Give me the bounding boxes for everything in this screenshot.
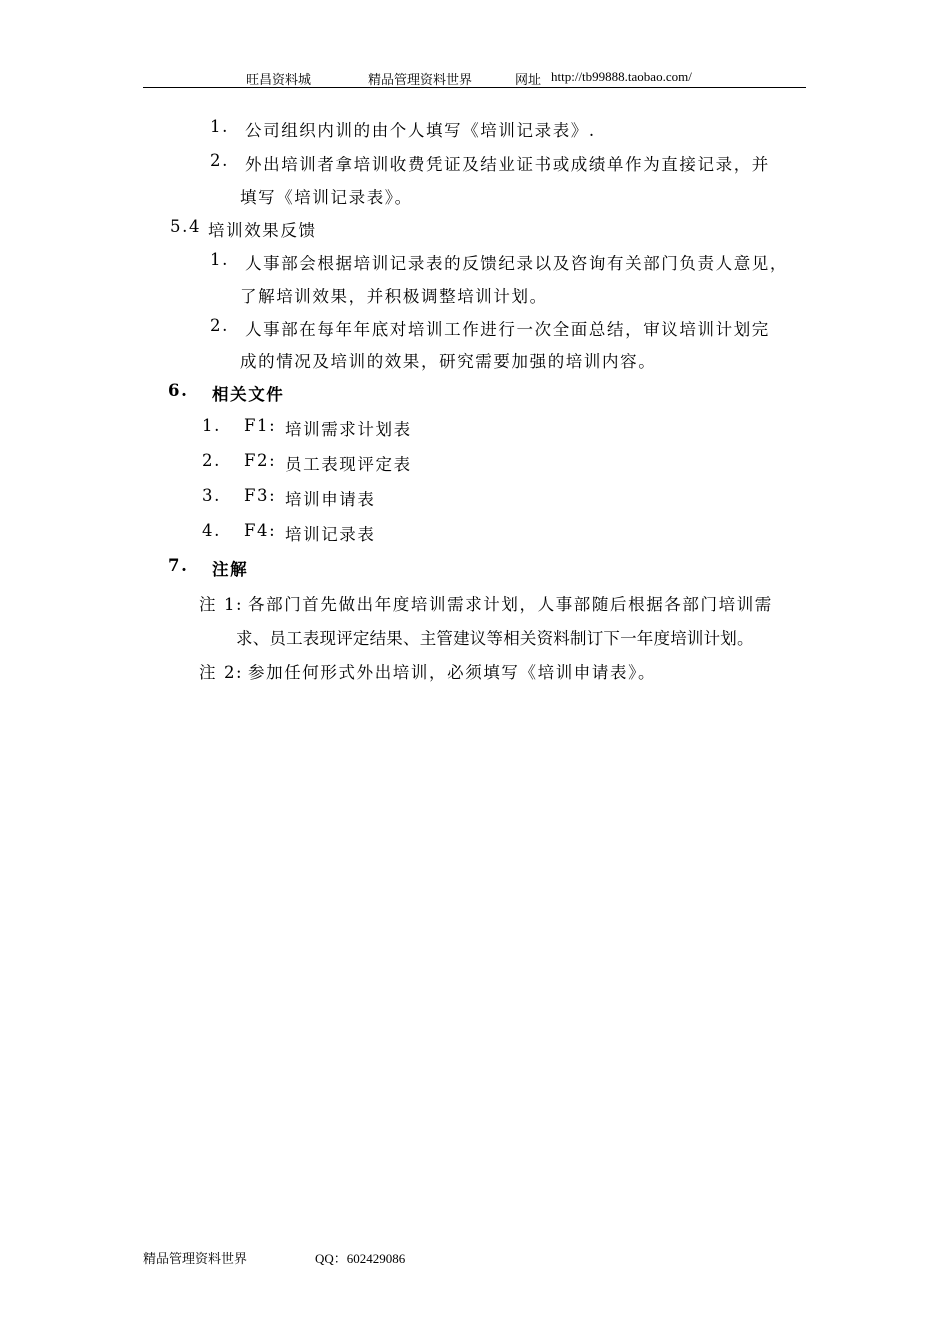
section-title: 培训效果反馈 [208, 221, 317, 240]
list-item-text: 人事部会根据培训记录表的反馈纪录以及咨询有关部门负责人意见， [245, 254, 788, 273]
file-code: F3: [244, 486, 277, 505]
file-number: 3. [202, 486, 221, 505]
note-label: 注 1: [199, 595, 244, 614]
note-text: 各部门首先做出年度培训需求计划，人事部随后根据各部门培训需 [248, 595, 773, 614]
list-item-text-cont: 填写《培训记录表》。 [240, 188, 413, 207]
section-title: 相关文件 [212, 385, 285, 404]
section-number: 7. [168, 556, 189, 575]
section-number: 6. [168, 381, 189, 400]
file-number: 1. [202, 416, 221, 435]
file-name: 培训需求计划表 [285, 420, 412, 439]
list-item-text: 人事部在每年年底对培训工作进行一次全面总结，审议培训计划完 [245, 320, 770, 339]
file-code: F2: [244, 451, 277, 470]
file-name: 培训记录表 [285, 525, 376, 544]
header-site-name: 旺昌资料城 [246, 72, 312, 87]
header-world-name: 精品管理资料世界 [368, 72, 473, 87]
list-item-number: 2. [210, 151, 229, 170]
note-text-cont: 求、员工表现评定结果、主管建议等相关资料制订下一年度培训计划。 [236, 629, 754, 648]
list-item-text-cont: 成的情况及培训的效果，研究需要加强的培训内容。 [240, 352, 657, 371]
file-number: 4. [202, 521, 221, 540]
file-code: F1: [244, 416, 277, 435]
list-item-text-cont: 了解培训效果，并积极调整培训计划。 [240, 287, 548, 306]
header-url-link[interactable]: http://tb99888.taobao.com/ [551, 69, 692, 84]
footer-qq: QQ：602429086 [315, 1251, 406, 1266]
file-name: 培训申请表 [285, 490, 376, 509]
list-item-number: 2. [210, 316, 229, 335]
file-code: F4: [244, 521, 277, 540]
section-number: 5.4 [170, 217, 202, 236]
footer-world-name: 精品管理资料世界 [143, 1251, 248, 1266]
list-item-number: 1. [210, 117, 229, 136]
section-title: 注解 [212, 560, 249, 579]
header-url-label: 网址 [515, 72, 542, 87]
header-divider [143, 87, 806, 88]
list-item-text: 外出培训者拿培训收费凭证及结业证书或成绩单作为直接记录，并 [245, 155, 770, 174]
list-item-text: 公司组织内训的由个人填写《培训记录表》. [245, 121, 596, 140]
file-name: 员工表现评定表 [285, 455, 412, 474]
file-number: 2. [202, 451, 221, 470]
list-item-number: 1. [210, 250, 229, 269]
note-text: 参加任何形式外出培训，必须填写《培训申请表》。 [248, 663, 657, 682]
note-label: 注 2: [199, 663, 244, 682]
